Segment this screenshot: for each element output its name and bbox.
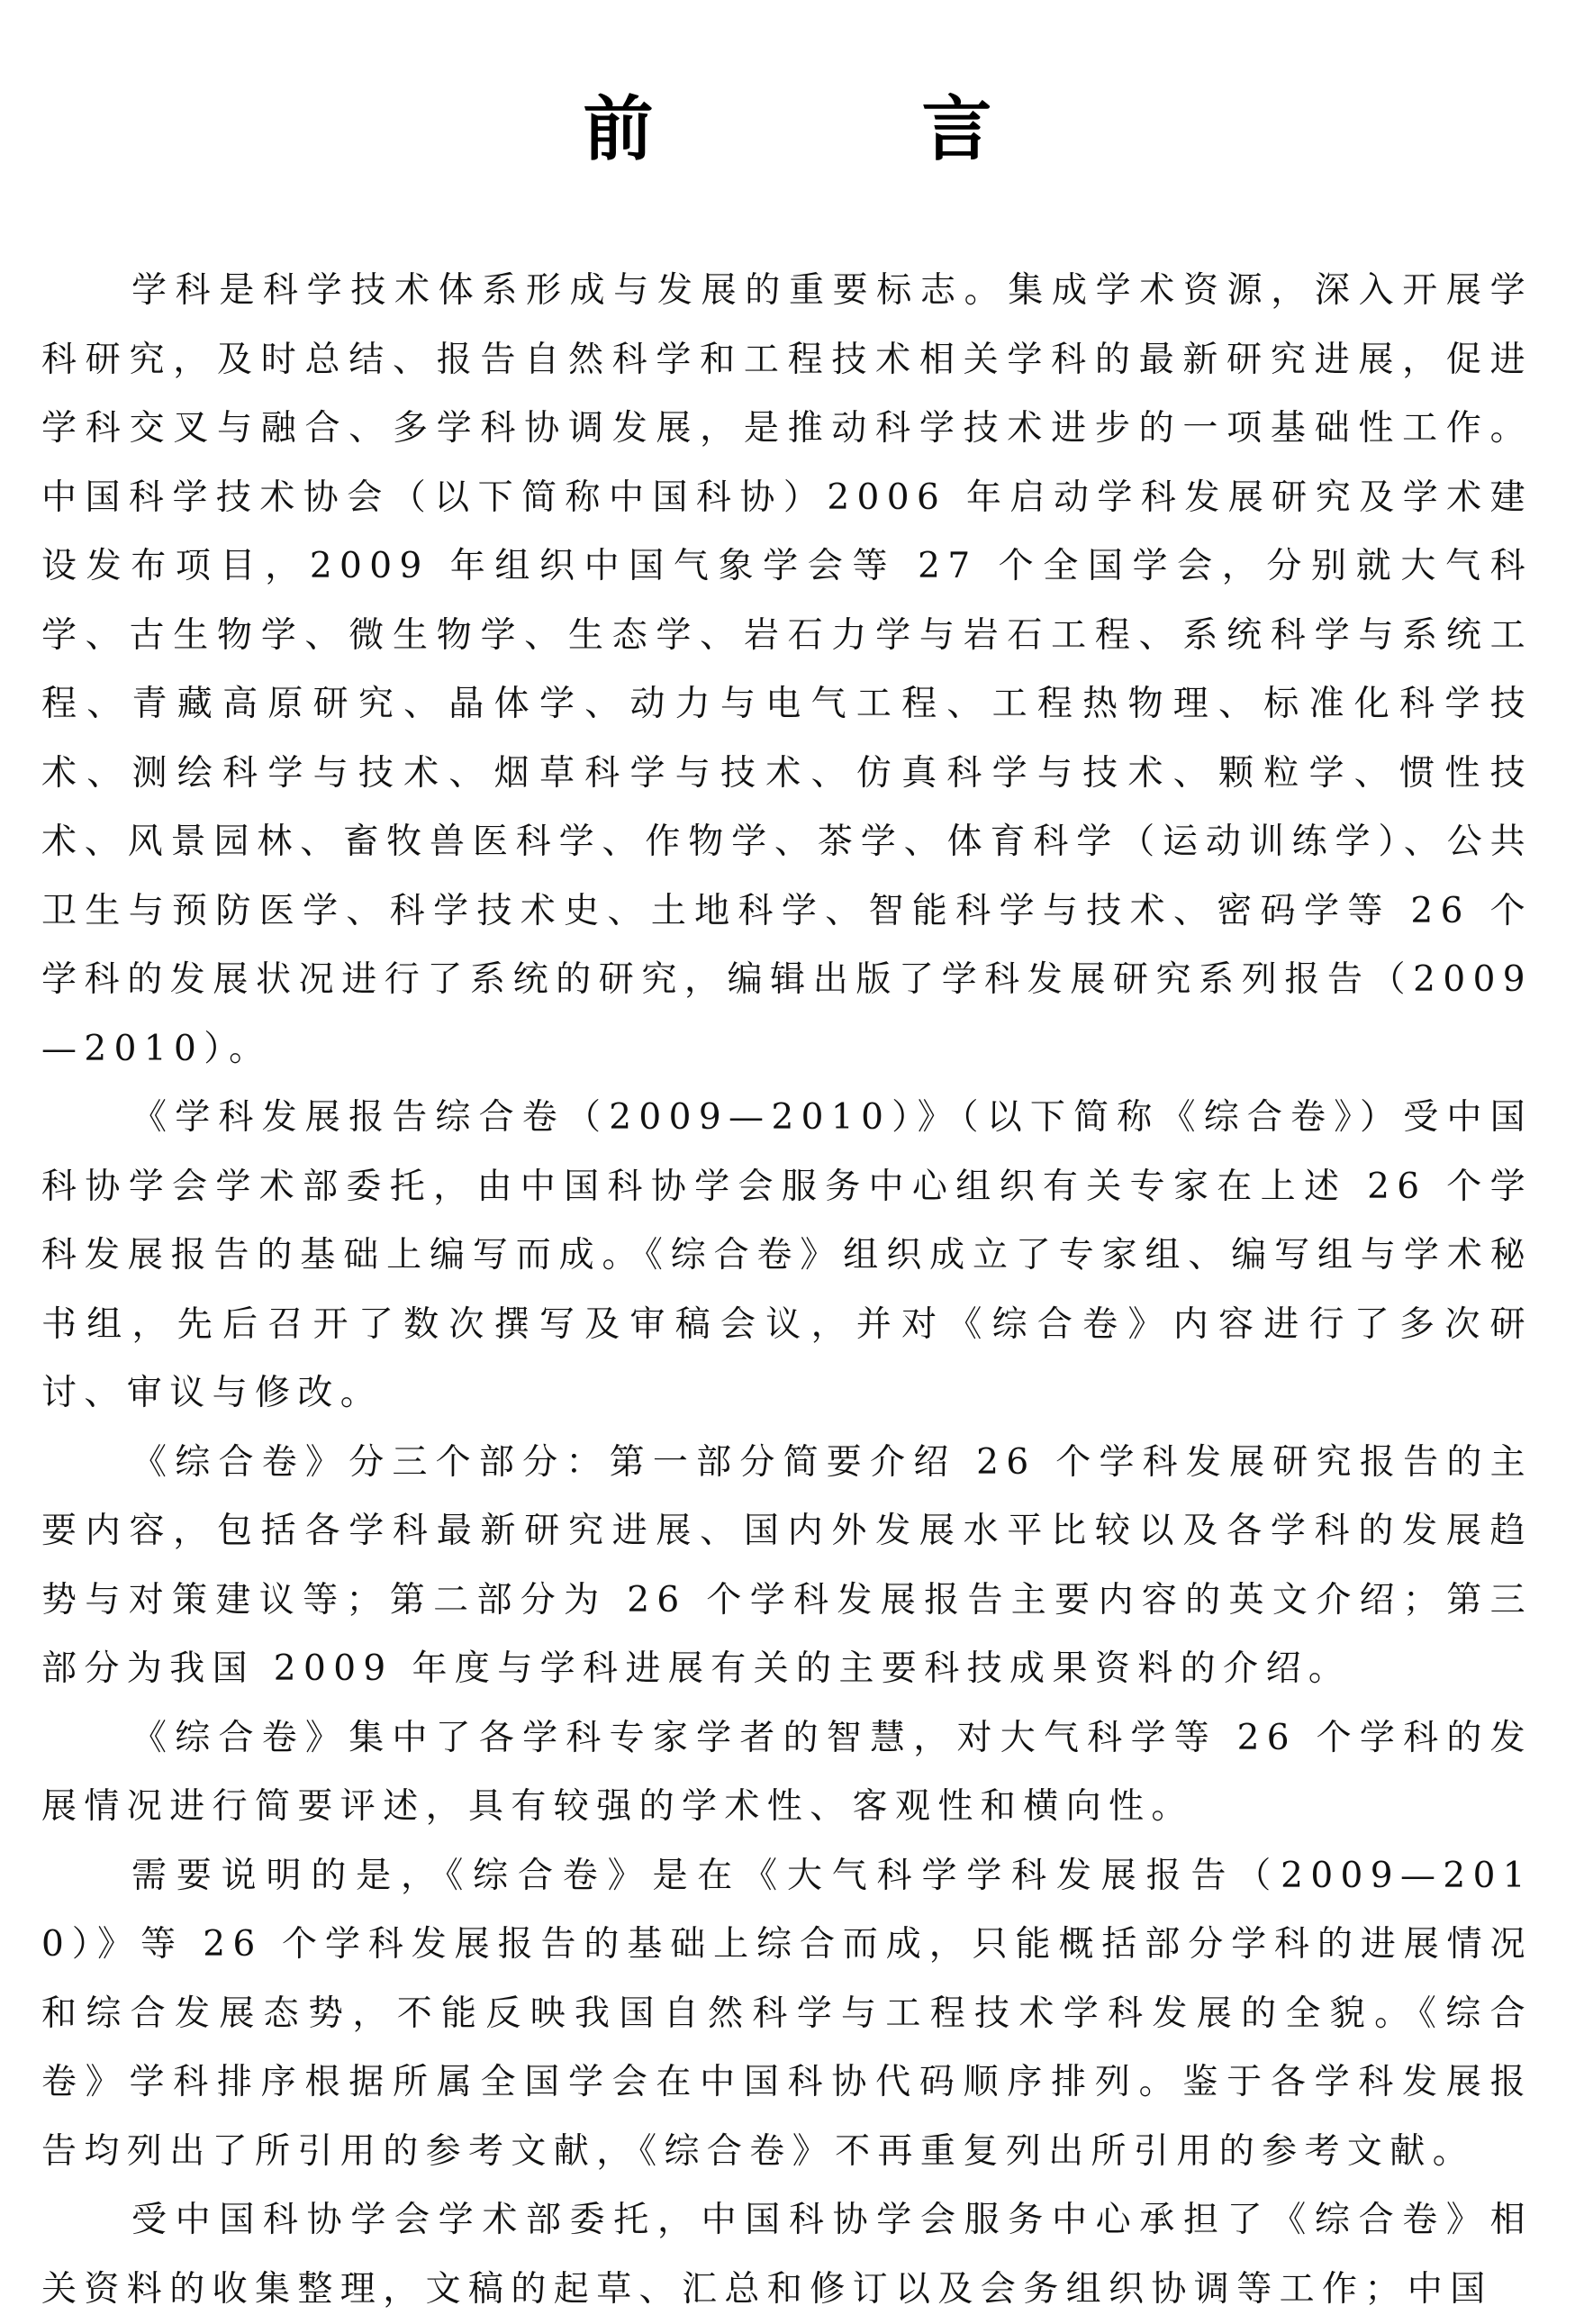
page-title: 前 言 (583, 89, 1091, 170)
paragraph-2: 《学科发展报告综合卷（2009—2010）》（以下简称《综合卷》）受中国科协学会学术部委托，由中国科协学会服务中心组织有关专家在上述 26 个学科发展报告的基础上编写而成。《综合卷》组织成立了专家组、编写组与学术秘书组，先后召开了数次撰写及审稿会议，并对《综合卷》内容进行了多次研讨、审议与修改。 (41, 1097, 1533, 1413)
paragraph-6: 受中国科协学会学术部委托，中国科协学会服务中心承担了《综合卷》相关资料的收集整理，文稿的起草、汇总和修订以及会务组织协调等工作；中国 (41, 2200, 1533, 2310)
paragraph-4: 《综合卷》集中了各学科专家学者的智慧，对大气科学等 26 个学科的发展情况进行简要评述，具有较强的学术性、客观性和横向性。 (41, 1717, 1533, 1827)
body-text (41, 257, 1533, 2324)
paragraph-1: 学科是科学技术体系形成与发展的重要标志。集成学术资源，深入开展学科研究，及时总结、报告自然科学和工程技术相关学科的最新研究进展，促进学科交叉与融合、多学科协调发展，是推动科学技术进步的一项基础性工作。中国科学技术协会（以下简称中国科协）2006 年启动学科发展研究及学术建设发布项目，2009 年组织中国气象学会等 27 个全国学会，分别就大气科学、古生物学、微生物学、生态学、岩石力学与岩石工程、系统科学与系统工程、青藏高原研究、晶体学、动力与电气工程、工程热物理、标准化科学技术、测绘科学与技术、烟草科学与技术、仿真科学与技术、颗粒学、惯性技术、风景园林、畜牧兽医科学、作物学、茶学、体育科学（运动训练学）、公共卫生与预防医学、科学技术史、土地科学、智能科学与技术、密码学等 26 个学科的发展状况进行了系统的研究，编辑出版了学科发展研究系列报告（2009—2010）。 (41, 270, 1533, 1069)
paragraph-5: 需要说明的是，《综合卷》是在《大气科学学科发展报告（2009—2010）》等 26 个学科发展报告的基础上综合而成，只能概括部分学科的进展情况和综合发展态势，不能反映我国自然科学与工程技术学科发展的全貌。《综合卷》学科排序根据所属全国学会在中国科协代码顺序排列。鉴于各学科发展报告均列出了所引用的参考文献，《综合卷》不再重复列出所引用的参考文献。 (41, 1855, 1533, 2172)
paragraph-3: 《综合卷》分三个部分：第一部分简要介绍 26 个学科发展研究报告的主要内容，包括各学科最新研究进展、国内外发展水平比较以及各学科的发展趋势与对策建议等；第二部分为 26 个学科发展报告主要内容的英文介绍；第三部分为我国 2009 年度与学科进展有关的主要科技成果资料的介绍。 (41, 1441, 1533, 1689)
